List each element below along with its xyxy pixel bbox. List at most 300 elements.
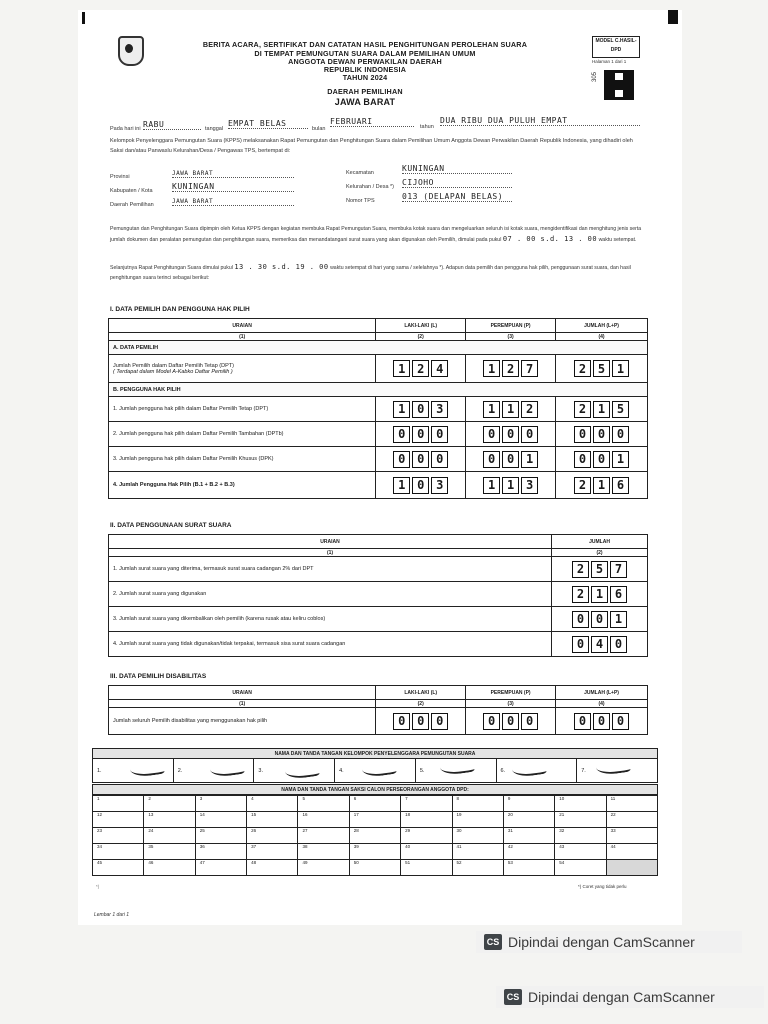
- section-2-table: [108, 534, 648, 657]
- saksi-num: 4: [251, 796, 254, 801]
- saksi-cell: [401, 860, 452, 876]
- a-row-label-text: Jumlah Pemilih dalam Daftar Pemilih Tetap (DPT): [113, 362, 234, 369]
- saksi-num: 35: [148, 844, 154, 849]
- digit-box: 6: [612, 477, 629, 494]
- saksi-num: 31: [507, 828, 513, 833]
- saksi-signature-table: [92, 784, 658, 795]
- digit-box: 5: [591, 561, 608, 578]
- digit-box: 1: [483, 477, 500, 494]
- idx-4: (4): [556, 700, 648, 708]
- saksi-num: 18: [405, 812, 411, 817]
- saksi-cell: [144, 828, 195, 844]
- saksi-num: 46: [148, 860, 154, 865]
- saksi-num: 17: [353, 812, 359, 817]
- saksi-num: 40: [405, 844, 411, 849]
- saksi-num: 9: [507, 796, 511, 801]
- saksi-cell: [452, 844, 503, 860]
- idx-4: (4): [556, 333, 648, 341]
- saksi-cell: [606, 860, 657, 876]
- title-line-4: REPUBLIK INDONESIA: [323, 65, 407, 74]
- saksi-num: 54: [559, 860, 565, 865]
- col-uraian: URAIAN: [109, 535, 552, 549]
- dapil-value: JAWA BARAT: [172, 198, 294, 206]
- saksi-cell: [606, 796, 657, 812]
- saksi-num: 8: [456, 796, 460, 801]
- col-perempuan: PEREMPUAN (P): [466, 686, 556, 700]
- saksi-cell: [452, 812, 503, 828]
- a-row-p-boxes: [470, 360, 551, 377]
- digit-box: 0: [502, 451, 519, 468]
- bulan-value: FEBRUARI: [330, 117, 414, 127]
- title-line-1: BERITA ACARA, SERTIFIKAT DAN CATATAN HASIL PENGHITUNGAN PEROLEHAN SUARA: [202, 40, 528, 49]
- b-row-4-j-boxes: [560, 477, 643, 494]
- kelurahan-value: CIJOHO: [402, 178, 512, 188]
- saksi-num: 25: [199, 828, 205, 833]
- digit-box: 0: [431, 426, 448, 443]
- ss-row-1-label: 1. Jumlah surat suara yang diterima, termasuk surat suara cadangan 2% dari DPT: [109, 557, 552, 582]
- idx-2: (2): [552, 549, 648, 557]
- digit-box: 0: [393, 451, 410, 468]
- ss-row-3-label: 3. Jumlah surat suara yang dikembalikan oleh pemilih (karena rusak atau keliru coblos): [109, 607, 552, 632]
- col-perempuan: PEREMPUAN (P): [466, 319, 556, 333]
- idx-2: (2): [376, 700, 466, 708]
- saksi-num: 32: [559, 828, 565, 833]
- saksi-cell: [247, 812, 298, 828]
- ss-row-4-label: 4. Jumlah surat suara yang tidak digunakan/tidak terpakai, termasuk sisa surat suara cadangan: [109, 632, 552, 657]
- section-2-title: II. DATA PENGGUNAAN SURAT SUARA: [110, 522, 232, 529]
- dapil-label: Daerah Pemilihan: [110, 202, 154, 208]
- tanggal-label: tanggal: [205, 126, 224, 132]
- digit-box: 2: [502, 360, 519, 377]
- sub-a-title: A. DATA PEMILIH: [109, 341, 648, 355]
- digit-box: 3: [431, 477, 448, 494]
- saksi-cell: [93, 860, 144, 876]
- digit-box: 0: [574, 451, 591, 468]
- saksi-cell: [195, 860, 246, 876]
- opening-text: Kelompok Penyelenggara Pemungutan Suara (KPPS) melaksanakan Rapat Pemungutan dan Penghitungan Suara dalam Pemilihan Umum Anggota Dewan Perwakilan Daerah Republik Indonesia, yang dihadiri oleh Saksi dan/atau Panwaslu Kelurahan/Desa / Pengawas TPS, bertempat di:: [110, 138, 633, 154]
- footnote-right: *) Coret yang tidak perlu: [578, 884, 627, 889]
- saksi-cell: [555, 812, 606, 828]
- saksi-num: 5: [302, 796, 305, 801]
- saksi-cell: [298, 828, 349, 844]
- paragraph-2-text: Selanjutnya Rapat Penghitungan Suara dimulai pukul: [110, 265, 233, 271]
- digit-box: 0: [393, 426, 410, 443]
- saksi-num: 10: [559, 796, 565, 801]
- saksi-num: 12: [97, 812, 103, 817]
- time-range-1: 07 . 00 s.d. 13 . 00: [502, 235, 598, 243]
- saksi-cell: [298, 812, 349, 828]
- digit-box: 3: [521, 477, 538, 494]
- b-row-4-p-boxes: [470, 477, 551, 494]
- saksi-num: 6: [353, 796, 357, 801]
- digit-box: 2: [574, 477, 591, 494]
- digit-box: 1: [591, 586, 608, 603]
- digit-box: 1: [502, 401, 519, 418]
- saksi-num: 44: [610, 844, 616, 849]
- saksi-num: 48: [251, 860, 257, 865]
- tps-value: 013 (DELAPAN BELAS): [402, 192, 512, 202]
- saksi-num: 14: [199, 812, 205, 817]
- saksi-cell: [503, 860, 554, 876]
- digit-box: 1: [612, 451, 629, 468]
- idx-3: (3): [466, 700, 556, 708]
- digit-box: 0: [483, 713, 500, 730]
- kabupaten-label: Kabupaten / Kota: [110, 188, 153, 194]
- kpu-logo-icon: [118, 36, 144, 66]
- saksi-cell: [401, 812, 452, 828]
- saksi-num: 29: [405, 828, 411, 833]
- saksi-cell: [93, 812, 144, 828]
- disabilitas-p-boxes: [470, 713, 551, 730]
- qr-code-icon: [604, 70, 634, 100]
- kpps-num: 5.: [419, 767, 425, 774]
- b-row-2-l-boxes: [380, 426, 461, 443]
- digit-box: 0: [610, 636, 627, 653]
- digit-box: 0: [431, 451, 448, 468]
- digit-box: 2: [521, 401, 538, 418]
- b-row-1-p-boxes: [470, 401, 551, 418]
- disabilitas-j-boxes: [560, 713, 643, 730]
- saksi-num: 24: [148, 828, 154, 833]
- digit-box: 1: [483, 360, 500, 377]
- saksi-num: 3: [199, 796, 203, 801]
- digit-box: 0: [412, 451, 429, 468]
- saksi-num: 36: [199, 844, 205, 849]
- digit-box: 0: [483, 451, 500, 468]
- b-row-4-l-boxes: [380, 477, 461, 494]
- saksi-cell: [144, 860, 195, 876]
- a-row-l-boxes: [380, 360, 461, 377]
- digit-box: 6: [610, 586, 627, 603]
- digit-box: 1: [593, 477, 610, 494]
- section-1-table: [108, 318, 648, 499]
- tps-label: Nomor TPS: [346, 198, 375, 204]
- saksi-cell: [606, 812, 657, 828]
- digit-box: 7: [521, 360, 538, 377]
- saksi-num: 22: [610, 812, 616, 817]
- digit-box: 0: [502, 713, 519, 730]
- kecamatan-value: KUNINGAN: [402, 164, 512, 174]
- camscanner-badge-1: [476, 931, 742, 953]
- digit-box: 0: [572, 611, 589, 628]
- hari-label: Pada hari ini: [110, 126, 141, 132]
- digit-box: 0: [593, 426, 610, 443]
- saksi-num: 41: [456, 844, 462, 849]
- saksi-num: 2: [148, 796, 151, 801]
- b-row-4-label: 4. Jumlah Pengguna Hak Pilih (B.1 + B.2 + B.3): [109, 472, 376, 499]
- ss-row-3-boxes: [556, 611, 643, 628]
- paragraph-1-text: Pemungutan dan Penghitungan Suara dipimpin oleh Ketua KPPS dengan kegiatan membuka Rapat Pemungutan Suara, membuka kotak suara dan mengeluarkan seluruh isi kotak suara, mengidentifikasi dan menghitung jenis serta jumlah dokumen dan peralatan pemungutan dan penghitungan suara, memeriksa dan menandatangani surat suara yang akan digunakan oleh Pemilih, dimulai pada pukul: [110, 226, 642, 243]
- digit-box: 1: [502, 477, 519, 494]
- saksi-num: 39: [353, 844, 359, 849]
- saksi-num: 43: [559, 844, 565, 849]
- saksi-num: 42: [507, 844, 513, 849]
- saksi-cell: [555, 860, 606, 876]
- saksi-cell: [555, 828, 606, 844]
- digit-box: 1: [521, 451, 538, 468]
- bulan-label: bulan: [312, 126, 326, 132]
- saksi-cell: [247, 796, 298, 812]
- saksi-num: 34: [97, 844, 103, 849]
- title-line-2: DI TEMPAT PEMUNGUTAN SUARA DALAM PEMILIHAN UMUM: [254, 49, 476, 58]
- a-row-label: [109, 355, 376, 383]
- b-row-3-l-boxes: [380, 451, 461, 468]
- kpps-num: 6.: [500, 767, 506, 774]
- digit-box: 3: [431, 401, 448, 418]
- saksi-num: 20: [507, 812, 513, 817]
- saksi-title: NAMA DAN TANDA TANGAN SAKSI CALON PERSEORANGAN ANGGOTA DPD:: [93, 785, 658, 795]
- digit-box: 0: [521, 426, 538, 443]
- sub-b-title: B. PENGGUNA HAK PILIH: [109, 383, 648, 397]
- digit-box: 2: [574, 401, 591, 418]
- daerah-value: JAWA BARAT: [334, 97, 396, 107]
- model-code-box: MODEL C.HASIL-DPD: [592, 36, 640, 58]
- disabilitas-label: Jumlah seluruh Pemilih disabilitas yang menggunakan hak pilih: [109, 708, 376, 735]
- kpps-title: NAMA DAN TANDA TANGAN KELOMPOK PENYELENGGARA PEMUNGUTAN SUARA: [93, 749, 658, 759]
- section-1-title: I. DATA PEMILIH DAN PENGGUNA HAK PILIH: [110, 306, 250, 313]
- digit-box: 1: [393, 477, 410, 494]
- saksi-cell: [606, 844, 657, 860]
- saksi-grid: [92, 795, 658, 876]
- digit-box: 1: [593, 401, 610, 418]
- ss-row-2-boxes: [556, 586, 643, 603]
- a-row-j-boxes: [560, 360, 643, 377]
- digit-box: 0: [412, 477, 429, 494]
- digit-box: 0: [521, 713, 538, 730]
- saksi-num: 52: [456, 860, 462, 865]
- digit-box: 0: [572, 636, 589, 653]
- scan-mark: [668, 10, 678, 24]
- digit-box: 0: [412, 713, 429, 730]
- disabilitas-l-boxes: [380, 713, 461, 730]
- b-row-2-p-boxes: [470, 426, 551, 443]
- idx-1: (1): [109, 700, 376, 708]
- page-footer: Lembar 1 dari 1: [94, 912, 130, 918]
- saksi-num: 51: [405, 860, 411, 865]
- digit-box: 1: [393, 401, 410, 418]
- digit-box: 4: [431, 360, 448, 377]
- tahun-value: DUA RIBU DUA PULUH EMPAT: [440, 116, 640, 126]
- saksi-num: 45: [97, 860, 103, 865]
- kpps-num: 2.: [177, 767, 183, 774]
- section-3-table: [108, 685, 648, 735]
- col-laki: LAKI-LAKI (L): [376, 686, 466, 700]
- scan-mark: [82, 12, 85, 24]
- page-number: Halaman 1 dari 1: [592, 59, 627, 64]
- digit-box: 0: [483, 426, 500, 443]
- saksi-cell: [349, 844, 400, 860]
- saksi-num: 1: [97, 796, 100, 801]
- b-row-3-j-boxes: [560, 451, 643, 468]
- saksi-num: 53: [507, 860, 513, 865]
- saksi-cell: [503, 828, 554, 844]
- tanggal-value: EMPAT BELAS: [228, 119, 308, 129]
- idx-2: (2): [376, 333, 466, 341]
- b-row-1-j-boxes: [560, 401, 643, 418]
- saksi-num: 19: [456, 812, 462, 817]
- saksi-num: 33: [610, 828, 616, 833]
- time-range-2: 13 . 30 s.d. 19 . 00: [234, 263, 329, 271]
- section-3-title: III. DATA PEMILIH DISABILITAS: [110, 673, 207, 680]
- digit-box: 1: [610, 611, 627, 628]
- a-row-note: ( Terdapat dalam Model A-Kabko Daftar Pemilih ): [113, 368, 233, 375]
- saksi-cell: [349, 860, 400, 876]
- daerah-label: DAERAH PEMILIHAN: [327, 87, 403, 96]
- idx-3: (3): [466, 333, 556, 341]
- qr-number: 305: [592, 71, 599, 83]
- b-row-2-j-boxes: [560, 426, 643, 443]
- digit-box: 0: [612, 713, 629, 730]
- camscanner-logo-icon: CS: [484, 934, 502, 950]
- digit-box: 0: [412, 426, 429, 443]
- saksi-cell: [503, 844, 554, 860]
- digit-box: 1: [483, 401, 500, 418]
- saksi-cell: [503, 796, 554, 812]
- digit-box: 4: [591, 636, 608, 653]
- camscanner-logo-icon: CS: [504, 989, 522, 1005]
- digit-box: 2: [572, 561, 589, 578]
- saksi-cell: [606, 828, 657, 844]
- title-line-5: TAHUN 2024: [342, 73, 388, 82]
- digit-box: 0: [574, 426, 591, 443]
- camscanner-text-1: Dipindai dengan CamScanner: [508, 934, 695, 950]
- b-row-1-l-boxes: [380, 401, 461, 418]
- camscanner-text-2: Dipindai dengan CamScanner: [528, 989, 715, 1005]
- saksi-cell: [144, 844, 195, 860]
- camscanner-badge-2: [496, 986, 764, 1008]
- saksi-cell: [93, 828, 144, 844]
- kabupaten-value: KUNINGAN: [172, 182, 294, 192]
- col-laki: LAKI-LAKI (L): [376, 319, 466, 333]
- kpps-num: 3.: [258, 767, 263, 774]
- saksi-num: 13: [148, 812, 154, 817]
- digit-box: 0: [502, 426, 519, 443]
- digit-box: 0: [412, 401, 429, 418]
- digit-box: 0: [393, 713, 410, 730]
- saksi-cell: [349, 828, 400, 844]
- saksi-num: 21: [559, 812, 565, 817]
- saksi-num: 38: [302, 844, 308, 849]
- saksi-cell: [555, 796, 606, 812]
- saksi-cell: [555, 844, 606, 860]
- saksi-cell: [195, 796, 246, 812]
- hari-value: RABU: [143, 120, 201, 130]
- b-row-1-label: 1. Jumlah pengguna hak pilih dalam Daftar Pemilih Tetap (DPT): [109, 397, 376, 422]
- saksi-num: 16: [302, 812, 308, 817]
- col-uraian: URAIAN: [109, 319, 376, 333]
- saksi-num: 30: [456, 828, 462, 833]
- digit-box: 2: [574, 360, 591, 377]
- saksi-num: 49: [302, 860, 308, 865]
- col-jumlah: JUMLAH (L+P): [556, 686, 648, 700]
- saksi-cell: [195, 828, 246, 844]
- saksi-num: 28: [353, 828, 359, 833]
- saksi-cell: [93, 796, 144, 812]
- kelurahan-label: Kelurahan / Desa *): [346, 184, 394, 190]
- saksi-cell: [144, 796, 195, 812]
- saksi-cell: [298, 796, 349, 812]
- ss-row-4-boxes: [556, 636, 643, 653]
- digit-box: 0: [612, 426, 629, 443]
- ss-row-2-label: 2. Jumlah surat suara yang digunakan: [109, 582, 552, 607]
- digit-box: 0: [591, 611, 608, 628]
- saksi-cell: [195, 812, 246, 828]
- saksi-num: 11: [610, 796, 616, 801]
- saksi-cell: [195, 844, 246, 860]
- digit-box: 1: [393, 360, 410, 377]
- b-row-2-label: 2. Jumlah pengguna hak pilih dalam Daftar Pemilih Tambahan (DPTb): [109, 422, 376, 447]
- digit-box: 2: [412, 360, 429, 377]
- saksi-num: 37: [251, 844, 257, 849]
- kpps-num: 7.: [581, 767, 586, 774]
- ss-row-1-boxes: [556, 561, 643, 578]
- saksi-cell: [452, 860, 503, 876]
- saksi-cell: [401, 828, 452, 844]
- saksi-num: 27: [302, 828, 308, 833]
- saksi-cell: [298, 844, 349, 860]
- saksi-cell: [247, 844, 298, 860]
- saksi-cell: [247, 828, 298, 844]
- digit-box: 0: [431, 713, 448, 730]
- digit-box: 7: [610, 561, 627, 578]
- saksi-num: 15: [251, 812, 257, 817]
- saksi-cell: [452, 828, 503, 844]
- idx-1: (1): [109, 333, 376, 341]
- kpps-num: 1.: [97, 767, 102, 774]
- saksi-cell: [247, 860, 298, 876]
- saksi-cell: [349, 796, 400, 812]
- digit-box: 0: [574, 713, 591, 730]
- kecamatan-label: Kecamatan: [346, 170, 374, 176]
- paragraph-2: [110, 262, 645, 283]
- saksi-num: 50: [353, 860, 359, 865]
- kpps-num: 4.: [339, 767, 344, 774]
- col-jumlah: JUMLAH (L+P): [556, 319, 648, 333]
- saksi-cell: [452, 796, 503, 812]
- saksi-num: 7: [405, 796, 408, 801]
- col-uraian: URAIAN: [109, 686, 376, 700]
- digit-box: 5: [593, 360, 610, 377]
- col-jumlah: JUMLAH: [552, 535, 648, 549]
- saksi-num: 47: [199, 860, 205, 865]
- saksi-cell: [144, 812, 195, 828]
- footnote-left-marker: *): [96, 884, 100, 889]
- tahun-label: tahun: [420, 124, 434, 130]
- title-line-3: ANGGOTA DEWAN PERWAKILAN DAERAH: [288, 57, 442, 66]
- paragraph-1-end: waktu setempat.: [598, 237, 637, 243]
- saksi-cell: [349, 812, 400, 828]
- digit-box: 0: [593, 713, 610, 730]
- saksi-cell: [503, 812, 554, 828]
- saksi-cell: [93, 844, 144, 860]
- b-row-3-p-boxes: [470, 451, 551, 468]
- saksi-num: 23: [97, 828, 103, 833]
- b-row-3-label: 3. Jumlah pengguna hak pilih dalam Daftar Pemilih Khusus (DPK): [109, 447, 376, 472]
- provinsi-label: Provinsi: [110, 174, 130, 180]
- saksi-cell: [401, 844, 452, 860]
- paragraph-1: [110, 224, 645, 245]
- paragraph-2-end: waktu setempat di hari yang sama / selelahnya *). Adapun data pemilih dan pengguna hak pilih, penggunaan surat suara, dan hasil penghitungan suara terinci sebagai berikut:: [110, 265, 631, 281]
- digit-box: 5: [612, 401, 629, 418]
- saksi-cell: [298, 860, 349, 876]
- digit-box: 0: [593, 451, 610, 468]
- saksi-num: 26: [251, 828, 257, 833]
- digit-box: 2: [572, 586, 589, 603]
- saksi-cell: [401, 796, 452, 812]
- idx-1: (1): [109, 549, 552, 557]
- provinsi-value: JAWA BARAT: [172, 170, 294, 178]
- digit-box: 1: [612, 360, 629, 377]
